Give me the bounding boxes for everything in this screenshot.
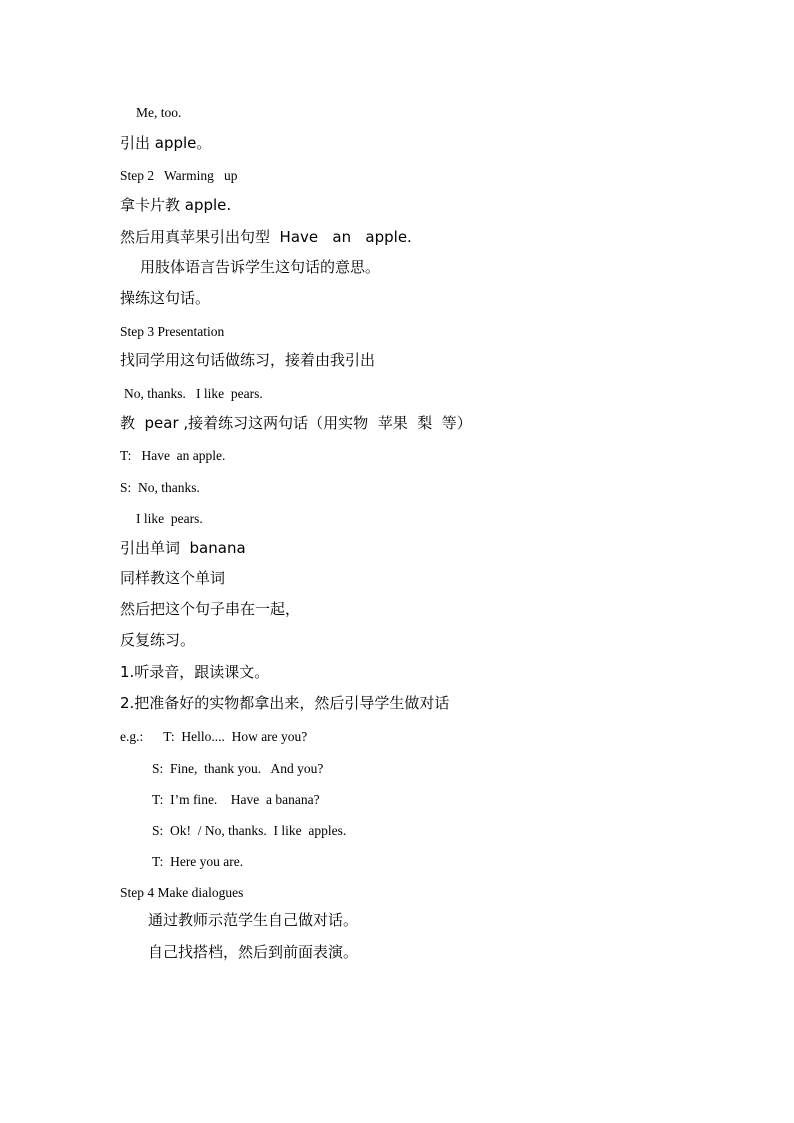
text-line: 操练这句话。 xyxy=(120,289,211,307)
text-line: S: No, thanks. xyxy=(120,480,200,495)
text-line: 反复练习。 xyxy=(120,631,196,649)
dialogue-line: T: I’m fine. Have a banana? xyxy=(152,792,320,807)
dialogue-line: S: Fine, thank you. And you? xyxy=(152,761,324,776)
dialogue-line: S: Ok! / No, thanks. I like apples. xyxy=(152,823,347,838)
text-line: 然后用真苹果引出句型 Have an apple. xyxy=(120,228,412,246)
text-line: 通过教师示范学生自己做对话。 xyxy=(148,911,359,929)
text-line: 引出 apple。 xyxy=(120,134,212,152)
dialogue-line: T: Here you are. xyxy=(152,854,244,869)
text-line: 教 pear ,接着练习这两句话（用实物 苹果 梨 等） xyxy=(120,414,472,432)
section-heading: Step 2 Warming up xyxy=(120,168,238,183)
text-line: 用肢体语言告诉学生这句话的意思。 xyxy=(140,258,381,276)
text-line: Me, too. xyxy=(136,105,182,120)
text-line: 引出单词 banana xyxy=(120,539,246,557)
text-line: 然后把这个句子串在一起， xyxy=(120,600,301,618)
section-heading: Step 4 Make dialogues xyxy=(120,885,244,900)
section-heading: Step 3 Presentation xyxy=(120,324,225,339)
text-line: 找同学用这句话做练习，接着由我引出 xyxy=(120,351,376,369)
text-line: 2.把准备好的实物都拿出来，然后引导学生做对话 xyxy=(120,694,450,712)
text-line: 1.听录音，跟读课文。 xyxy=(120,663,270,681)
text-line: I like pears. xyxy=(136,511,203,526)
text-line: T: Have an apple. xyxy=(120,448,226,463)
text-line: 拿卡片教 apple. xyxy=(120,196,232,214)
text-line: 自己找搭档，然后到前面表演。 xyxy=(148,943,359,961)
dialogue-line: e.g.: T: Hello.... How are you? xyxy=(120,729,308,744)
text-line: 同样教这个单词 xyxy=(120,569,226,587)
text-line: No, thanks. I like pears. xyxy=(124,386,263,401)
